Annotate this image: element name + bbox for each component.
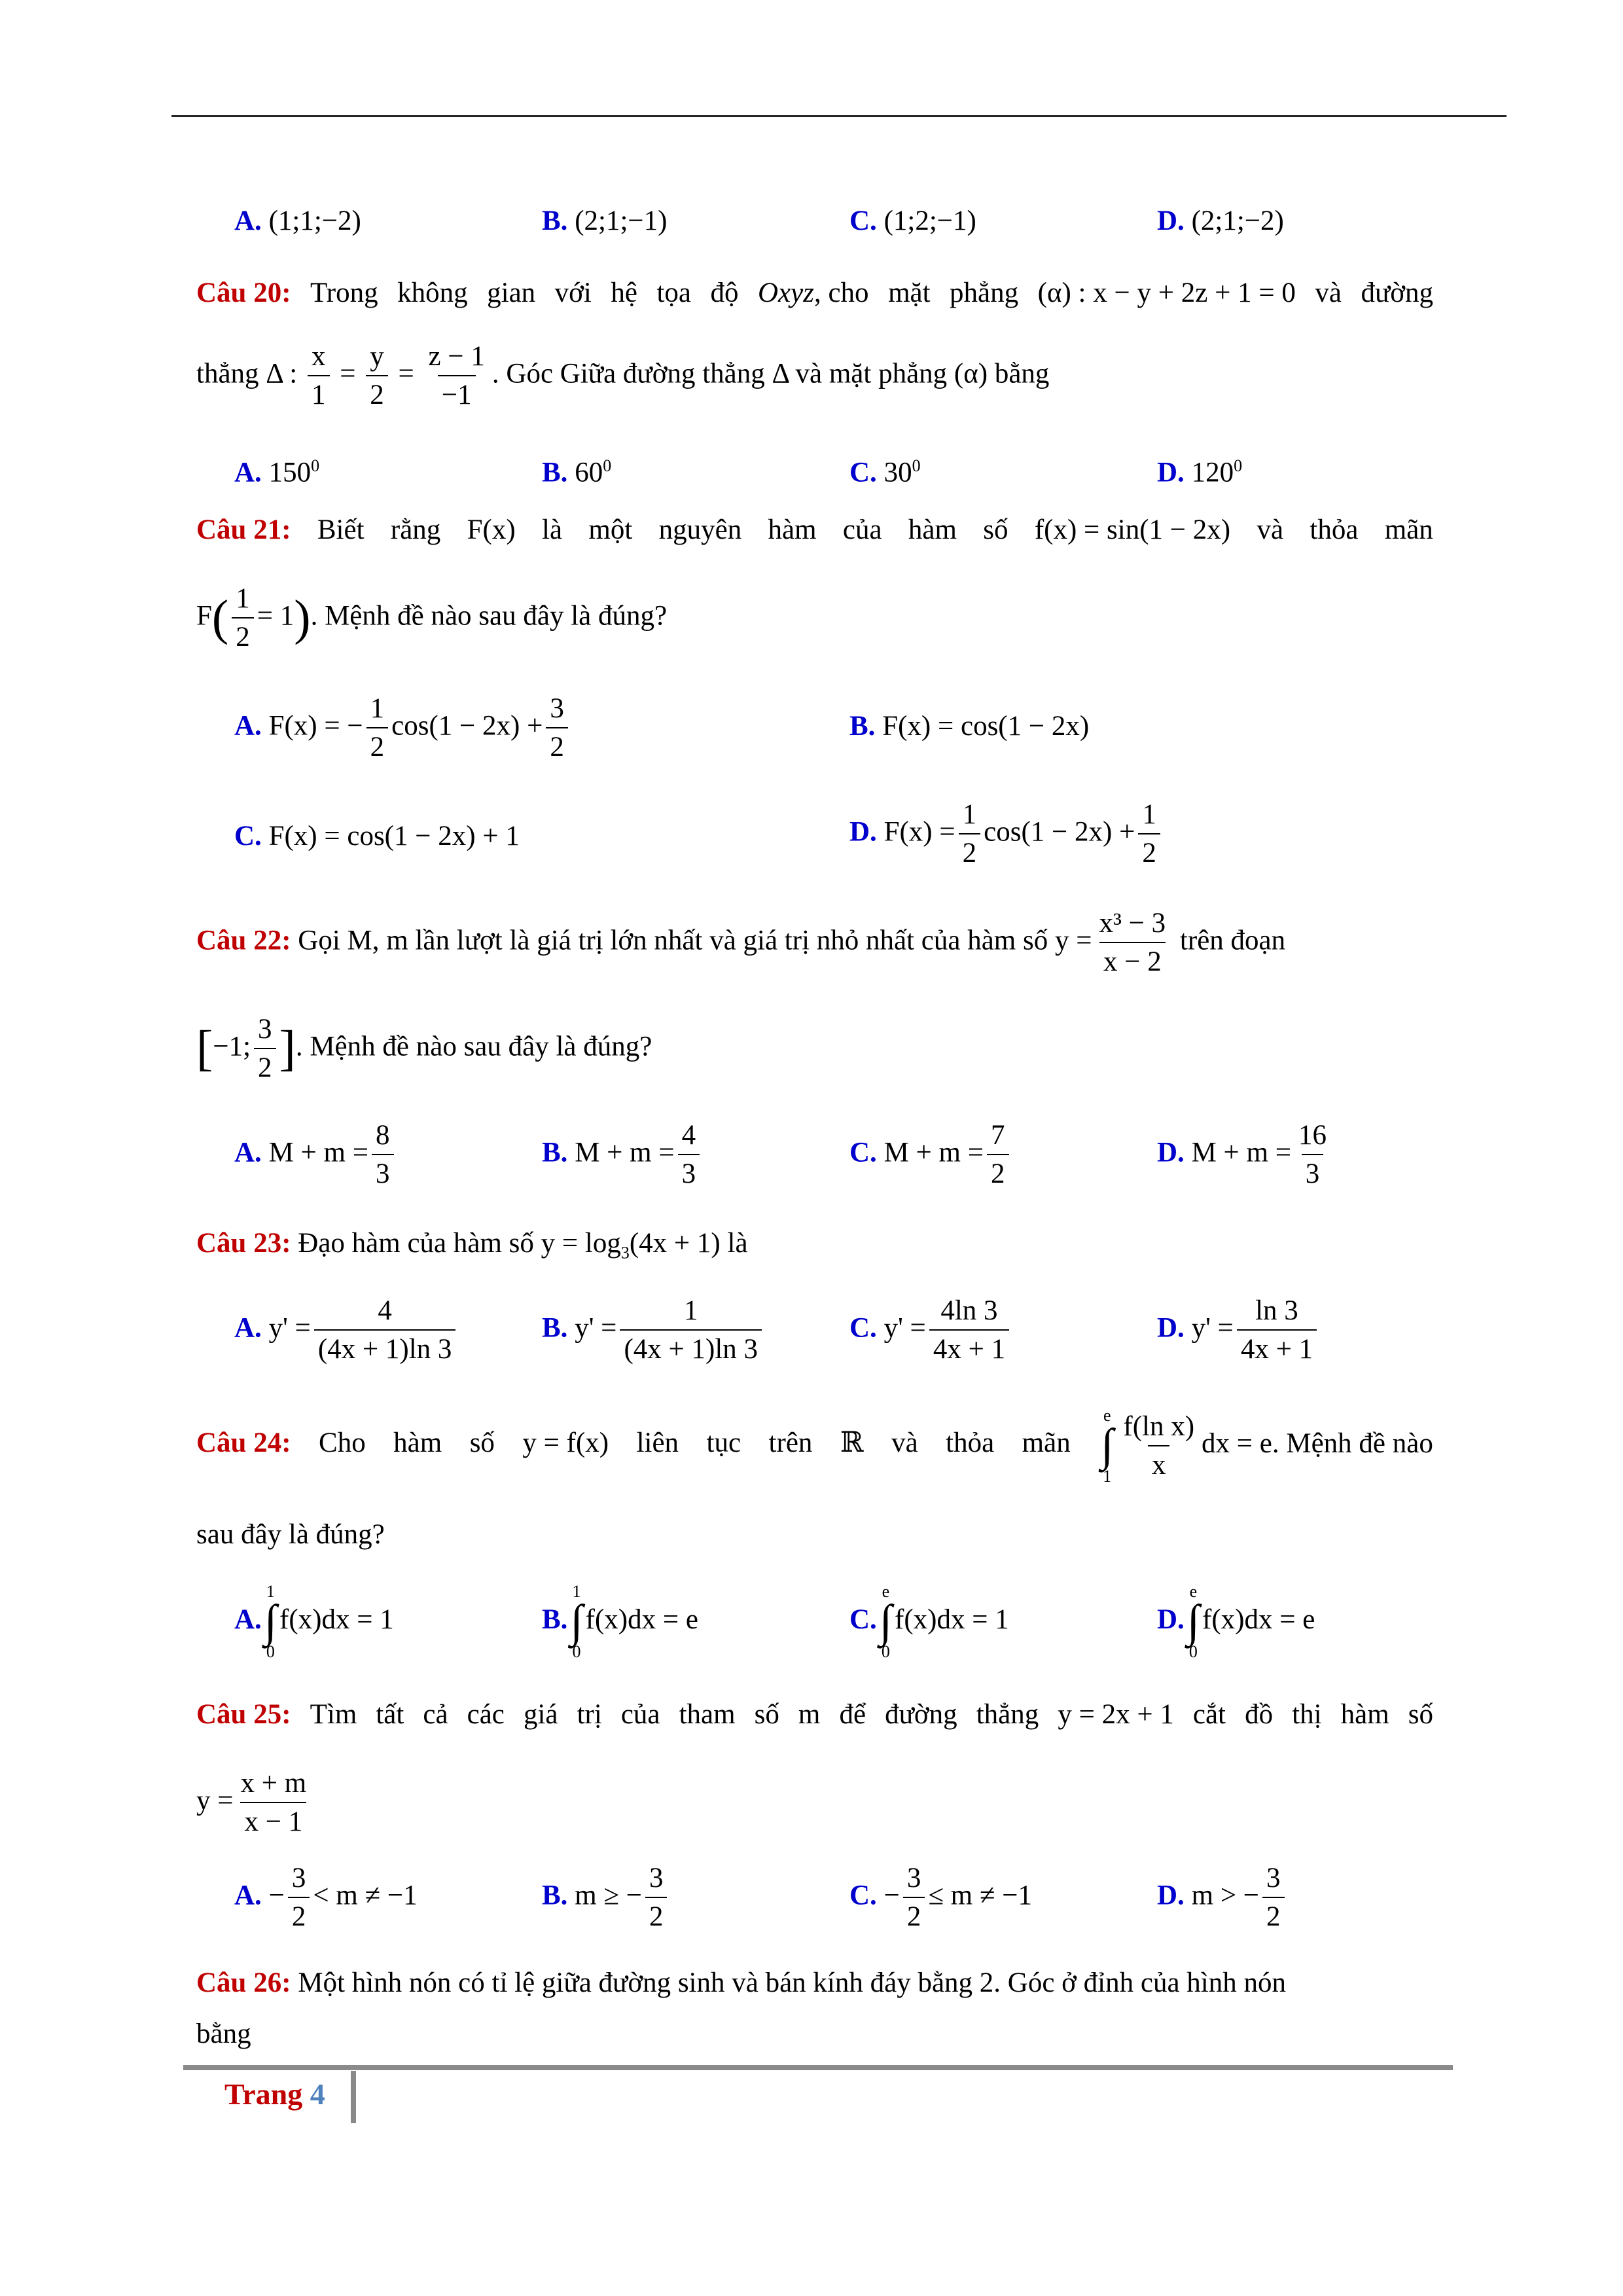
- word: và: [1315, 278, 1342, 308]
- word: của: [842, 514, 882, 545]
- line-equation: y = 2x + 1: [1058, 1699, 1174, 1730]
- text: F(x) =: [883, 816, 955, 848]
- word: số: [983, 514, 1008, 545]
- numerator: 1: [683, 1295, 698, 1326]
- word: tham: [679, 1699, 736, 1730]
- fraction: [1138, 798, 1160, 870]
- numerator: z − 1: [428, 341, 485, 372]
- text: . Góc Giữa đường thẳng Δ và mặt phẳng (α) bằng: [491, 358, 1050, 389]
- q20-option-d[interactable]: [1157, 446, 1242, 492]
- q25-option-c[interactable]: [849, 1862, 1032, 1933]
- option-text: (1;2;−1): [883, 206, 976, 236]
- q24-option-d[interactable]: [1157, 1581, 1315, 1660]
- text: y' =: [268, 1312, 311, 1344]
- q19-option-d[interactable]: [1157, 202, 1284, 241]
- text: cos(1 − 2x) +: [984, 816, 1135, 848]
- question-label: Câu 21:: [196, 514, 291, 545]
- fraction: [1119, 1410, 1198, 1482]
- q22-option-c[interactable]: [849, 1119, 1012, 1191]
- numerator: 3: [550, 693, 564, 724]
- fraction: [1237, 1295, 1317, 1366]
- q23-option-a[interactable]: [234, 1295, 459, 1366]
- q21-option-a[interactable]: [234, 692, 571, 764]
- denominator: (4x + 1)ln 3: [314, 1329, 456, 1365]
- text: Đạo hàm của hàm số y = log: [298, 1228, 621, 1259]
- word: các: [467, 1699, 505, 1730]
- denominator: 2: [546, 727, 568, 763]
- word: thỏa: [1310, 514, 1359, 545]
- q19-option-a[interactable]: [234, 202, 361, 241]
- q25-option-a[interactable]: [234, 1862, 418, 1933]
- upper-limit: 1: [266, 1581, 275, 1601]
- q19-option-c[interactable]: [849, 202, 976, 241]
- lower-limit: 0: [572, 1642, 581, 1662]
- text: thẳng Δ :: [196, 358, 298, 389]
- text: −: [883, 1880, 900, 1911]
- word: Cho: [319, 1427, 366, 1458]
- option-label: A.: [234, 1312, 262, 1344]
- word: tọa: [656, 278, 691, 308]
- denominator: x − 2: [1099, 942, 1166, 978]
- numerator: 1: [370, 693, 385, 724]
- q23-option-d[interactable]: [1157, 1295, 1320, 1366]
- q22-option-b[interactable]: [542, 1119, 703, 1191]
- q21-stem-line2: F( $\frac{1}{2}$ = 1). Mệnh đề nào sau đây là đúng?: [196, 583, 668, 653]
- word: m: [798, 1699, 821, 1730]
- q25-stem-line1: [196, 1695, 1433, 1734]
- denominator: 2: [959, 833, 981, 869]
- fraction: [620, 1295, 762, 1366]
- text: ≤ m ≠ −1: [928, 1880, 1032, 1911]
- word: F(x): [467, 514, 516, 545]
- q24-option-a[interactable]: [234, 1581, 394, 1660]
- integral: 1 ∫ 0: [264, 1581, 277, 1662]
- function-expression: f(x) = sin(1 − 2x): [1034, 514, 1231, 545]
- numerator: x³ − 3: [1099, 908, 1166, 939]
- option-label: C.: [849, 1604, 877, 1635]
- q25-stem-line2: [196, 1767, 1433, 1839]
- text: M + m =: [268, 1137, 368, 1168]
- q20-option-a[interactable]: [234, 446, 319, 492]
- fraction: [314, 1295, 456, 1366]
- option-label: A.: [234, 1880, 262, 1911]
- option-label: C.: [234, 821, 262, 852]
- fraction: [1096, 907, 1170, 978]
- word: đồ: [1245, 1699, 1274, 1730]
- option-label: B.: [849, 711, 876, 742]
- option-label: C.: [849, 1137, 877, 1168]
- fraction: [929, 1295, 1009, 1366]
- word: , cho: [813, 278, 869, 308]
- denominator: 2: [232, 617, 254, 653]
- denominator: 2: [1138, 833, 1160, 869]
- numerator: 1: [962, 799, 977, 830]
- page-number: [224, 2075, 325, 2114]
- word: hệ: [611, 278, 637, 308]
- option-label: D.: [1157, 1604, 1185, 1635]
- option-label: A.: [234, 206, 262, 236]
- text: f(x)dx = 1: [279, 1604, 394, 1635]
- denominator: 3: [678, 1154, 700, 1190]
- text: y' =: [1191, 1312, 1234, 1344]
- option-text: 120: [1191, 457, 1234, 488]
- option-label: A.: [234, 1604, 262, 1635]
- denominator: x − 1: [240, 1802, 306, 1838]
- word: trị: [577, 1699, 602, 1730]
- numerator: 3: [649, 1863, 664, 1893]
- text: (4x + 1) là: [629, 1228, 748, 1259]
- word: trên: [768, 1427, 813, 1458]
- degree: 0: [912, 456, 921, 475]
- denominator: 1: [308, 375, 330, 411]
- fraction: [308, 340, 330, 412]
- denominator: −1: [438, 375, 476, 411]
- option-label: B.: [542, 1880, 568, 1911]
- text: . Mệnh đề nào sau đây là đúng?: [295, 1031, 652, 1062]
- real-numbers-symbol: ℝ: [840, 1427, 864, 1458]
- fraction: [288, 1862, 310, 1933]
- text: M + m =: [1191, 1137, 1291, 1168]
- fraction: [237, 1767, 311, 1839]
- word: cắt: [1192, 1699, 1226, 1730]
- q23-stem: [196, 1224, 1433, 1273]
- text: F(x) = −: [268, 710, 363, 742]
- q22-stem-line2: [−1; $\frac{3}{2}$ ]. Mệnh đề nào sau đây là đúng?: [196, 1014, 652, 1084]
- numerator: 3: [1266, 1863, 1281, 1893]
- denominator: 2: [366, 727, 389, 763]
- lower-limit: 1: [1103, 1466, 1112, 1486]
- fraction: [678, 1119, 700, 1191]
- q26-stem-line1: [196, 1964, 1433, 2003]
- plane-equation: (α) : x − y + 2z + 1 = 0: [1037, 278, 1296, 308]
- word: giá: [523, 1699, 558, 1730]
- degree: 0: [1234, 456, 1243, 475]
- text: =: [340, 358, 356, 389]
- q24-option-c[interactable]: [849, 1581, 1009, 1660]
- option-label: B.: [542, 457, 568, 488]
- numerator: x: [312, 341, 326, 372]
- denominator: 2: [366, 375, 388, 411]
- text: bằng: [196, 2018, 251, 2049]
- upper-limit: e: [1189, 1581, 1198, 1601]
- word: tất: [376, 1699, 404, 1730]
- word: Oxyz: [758, 278, 814, 308]
- text: m > −: [1191, 1880, 1260, 1911]
- text: = 1: [257, 600, 294, 632]
- numerator: 1: [1142, 799, 1156, 830]
- word: đường: [885, 1699, 957, 1730]
- text: sau đây là đúng?: [196, 1519, 385, 1550]
- word: và: [891, 1427, 918, 1458]
- fraction: [366, 340, 388, 412]
- word: Biết: [317, 514, 365, 545]
- denominator: 3: [372, 1154, 394, 1190]
- q23-option-c[interactable]: [849, 1295, 1012, 1366]
- denominator: 2: [254, 1048, 276, 1084]
- text: M + m =: [575, 1137, 675, 1168]
- option-text: (2;1;−1): [575, 206, 668, 236]
- option-text: F(x) = cos(1 − 2x): [882, 711, 1090, 742]
- text: cos(1 − 2x) +: [391, 710, 543, 742]
- option-label: A.: [234, 457, 262, 488]
- question-label: Câu 22:: [196, 925, 291, 956]
- word: với: [554, 278, 592, 308]
- upper-limit: e: [1103, 1406, 1111, 1425]
- integral: e ∫ 1: [1101, 1406, 1114, 1486]
- fraction: [425, 340, 489, 412]
- numerator: 8: [376, 1120, 390, 1151]
- option-label: D.: [1157, 1137, 1185, 1168]
- numerator: f(ln x): [1123, 1410, 1195, 1442]
- q21-option-b[interactable]: [849, 707, 1089, 746]
- q21-stem-line1: [196, 511, 1433, 550]
- q22-option-d[interactable]: [1157, 1119, 1334, 1191]
- degree: 0: [311, 456, 320, 475]
- q23-option-b[interactable]: [542, 1295, 765, 1366]
- numerator: x + m: [240, 1768, 307, 1799]
- option-label: B.: [542, 1137, 568, 1168]
- word: phẳng: [950, 278, 1019, 308]
- numerator: ln 3: [1255, 1295, 1298, 1326]
- text: −: [268, 1880, 285, 1911]
- upper-limit: e: [882, 1581, 890, 1601]
- degree: 0: [603, 456, 612, 475]
- function-expression: y = f(x): [522, 1427, 609, 1458]
- fraction: [232, 583, 254, 654]
- upper-limit: 1: [572, 1581, 581, 1601]
- q21-option-d[interactable]: [849, 798, 1164, 870]
- option-label: C.: [849, 1312, 877, 1344]
- fraction: [1294, 1119, 1330, 1191]
- fraction: [987, 1119, 1009, 1191]
- integral: 1 ∫ 0: [570, 1581, 583, 1662]
- word: rằng: [390, 514, 441, 545]
- numerator: 7: [991, 1120, 1005, 1151]
- word: độ: [710, 278, 739, 308]
- word: và: [1257, 514, 1284, 545]
- word: số: [1408, 1699, 1433, 1730]
- text: y' =: [883, 1312, 926, 1344]
- integral: e ∫ 0: [1186, 1581, 1200, 1662]
- lower-limit: 0: [266, 1642, 275, 1662]
- lower-limit: 0: [881, 1642, 890, 1662]
- option-label: B.: [542, 206, 568, 236]
- text: F: [196, 600, 212, 632]
- fraction: [645, 1862, 668, 1933]
- text: y' =: [575, 1312, 617, 1344]
- word: hàm: [908, 514, 957, 545]
- numerator: 4: [681, 1120, 696, 1151]
- question-label: Câu 23:: [196, 1228, 291, 1259]
- word: số: [754, 1699, 779, 1730]
- denominator: 2: [903, 1897, 925, 1933]
- word: số: [469, 1427, 495, 1458]
- header-rule: [171, 115, 1507, 117]
- q26-stem-line2: [196, 2015, 1433, 2054]
- q24-stem-line2: [196, 1515, 1433, 1554]
- word: mặt: [888, 278, 931, 308]
- option-label: C.: [849, 457, 877, 488]
- question-label: Câu 20:: [196, 278, 291, 308]
- word: hàm: [768, 514, 817, 545]
- option-text: 30: [883, 457, 912, 488]
- q20-stem-line1: [196, 274, 1433, 313]
- fraction: [254, 1013, 276, 1085]
- word: Trong: [310, 278, 378, 308]
- text: f(x)dx = e: [1202, 1604, 1315, 1635]
- text: M + m =: [883, 1137, 984, 1168]
- text: m ≥ −: [575, 1880, 642, 1911]
- text: . Mệnh đề nào sau đây là đúng?: [310, 600, 668, 632]
- fraction: [372, 1119, 394, 1191]
- option-label: B.: [542, 1312, 568, 1344]
- word: mãn: [1384, 514, 1433, 545]
- numerator: 16: [1298, 1120, 1327, 1151]
- option-label: A.: [234, 710, 262, 742]
- text: < m ≠ −1: [313, 1880, 418, 1911]
- page-label: Trang: [224, 2077, 303, 2111]
- question-label: Câu 24:: [196, 1427, 291, 1458]
- word: liên: [636, 1427, 679, 1458]
- option-label: A.: [234, 1137, 262, 1168]
- numerator: 3: [291, 1863, 306, 1893]
- denominator: 4x + 1: [929, 1329, 1009, 1365]
- numerator: 4ln 3: [940, 1295, 998, 1326]
- denominator: 2: [1262, 1897, 1285, 1933]
- text: f(x)dx = 1: [895, 1604, 1009, 1635]
- q25-option-d[interactable]: [1157, 1862, 1288, 1933]
- text: =: [398, 358, 414, 389]
- text: y =: [196, 1785, 234, 1816]
- fraction: [903, 1862, 925, 1933]
- footer-separator: [351, 2071, 356, 2123]
- word: đường: [1361, 278, 1433, 308]
- word: thị: [1292, 1699, 1322, 1730]
- text: −1;: [213, 1031, 251, 1062]
- denominator: x: [1148, 1445, 1170, 1481]
- q22-stem-line1: [196, 907, 1433, 978]
- page-number-value: 4: [310, 2077, 325, 2111]
- numerator: y: [370, 341, 384, 372]
- word: Tìm: [310, 1699, 357, 1730]
- option-label: B.: [542, 1604, 568, 1635]
- numerator: 3: [906, 1863, 921, 1893]
- text: Gọi M, m lần lượt là giá trị lớn nhất và giá trị nhỏ nhất của hàm số: [298, 925, 1048, 956]
- fraction: [1262, 1862, 1285, 1933]
- denominator: 2: [987, 1154, 1009, 1190]
- option-text: 60: [575, 457, 603, 488]
- denominator: (4x + 1)ln 3: [620, 1329, 762, 1365]
- option-text: F(x) = cos(1 − 2x) + 1: [268, 821, 520, 852]
- text: Một hình nón có tỉ lệ giữa đường sinh và bán kính đáy bằng 2. Góc ở đỉnh của hình nón: [298, 1967, 1286, 1998]
- option-text: (1;1;−2): [268, 206, 361, 236]
- option-label: D.: [1157, 1312, 1185, 1344]
- q21-option-c[interactable]: [234, 817, 520, 856]
- word: tục: [706, 1427, 741, 1458]
- q24-option-b[interactable]: [542, 1581, 698, 1660]
- word: thẳng: [976, 1699, 1039, 1730]
- word: hàm: [393, 1427, 442, 1458]
- q20-option-c[interactable]: [849, 446, 921, 492]
- option-label: C.: [849, 1880, 877, 1911]
- word: của: [620, 1699, 660, 1730]
- word: nguyên: [658, 514, 742, 545]
- fraction: [366, 692, 389, 764]
- word: mãn: [1022, 1427, 1071, 1458]
- word: gian: [487, 278, 536, 308]
- q25-option-b[interactable]: [542, 1862, 670, 1933]
- option-label: D.: [1157, 1880, 1185, 1911]
- word: là: [542, 514, 563, 545]
- word: cả: [423, 1699, 448, 1730]
- option-text: 150: [268, 457, 312, 488]
- footer-rule: [183, 2065, 1453, 2070]
- denominator: 4x + 1: [1237, 1329, 1317, 1365]
- option-text: (2;1;−2): [1191, 206, 1284, 236]
- word: hàm: [1340, 1699, 1389, 1730]
- numerator: 4: [378, 1295, 392, 1326]
- log-base: 3: [620, 1243, 630, 1263]
- q20-option-b[interactable]: [542, 446, 611, 492]
- question-label: Câu 25:: [196, 1699, 291, 1730]
- text: trên đoạn: [1179, 925, 1286, 956]
- text: y =: [1055, 925, 1092, 956]
- word: thỏa: [946, 1427, 995, 1458]
- fraction: [959, 798, 981, 870]
- option-label: D.: [1157, 206, 1185, 236]
- word: một: [588, 514, 633, 545]
- word: để: [839, 1699, 866, 1730]
- denominator: 2: [645, 1897, 668, 1933]
- integral: e ∫ 0: [879, 1581, 892, 1662]
- word: không: [397, 278, 468, 308]
- q24-stem-line1: [196, 1407, 1433, 1485]
- numerator: 3: [258, 1014, 272, 1045]
- option-label: C.: [849, 206, 877, 236]
- text: dx = e. Mệnh đề nào: [1202, 1428, 1433, 1460]
- numerator: 1: [236, 583, 250, 614]
- q19-option-b[interactable]: [542, 202, 667, 241]
- option-label: D.: [849, 816, 877, 848]
- text: f(x)dx = e: [585, 1604, 698, 1635]
- lower-limit: 0: [1188, 1642, 1198, 1662]
- q22-option-a[interactable]: [234, 1119, 397, 1191]
- denominator: 3: [1302, 1154, 1324, 1190]
- denominator: 2: [288, 1897, 310, 1933]
- fraction: [546, 692, 568, 764]
- option-label: D.: [1157, 457, 1185, 488]
- question-label: Câu 26:: [196, 1967, 291, 1998]
- q20-stem-line2: [196, 340, 1433, 412]
